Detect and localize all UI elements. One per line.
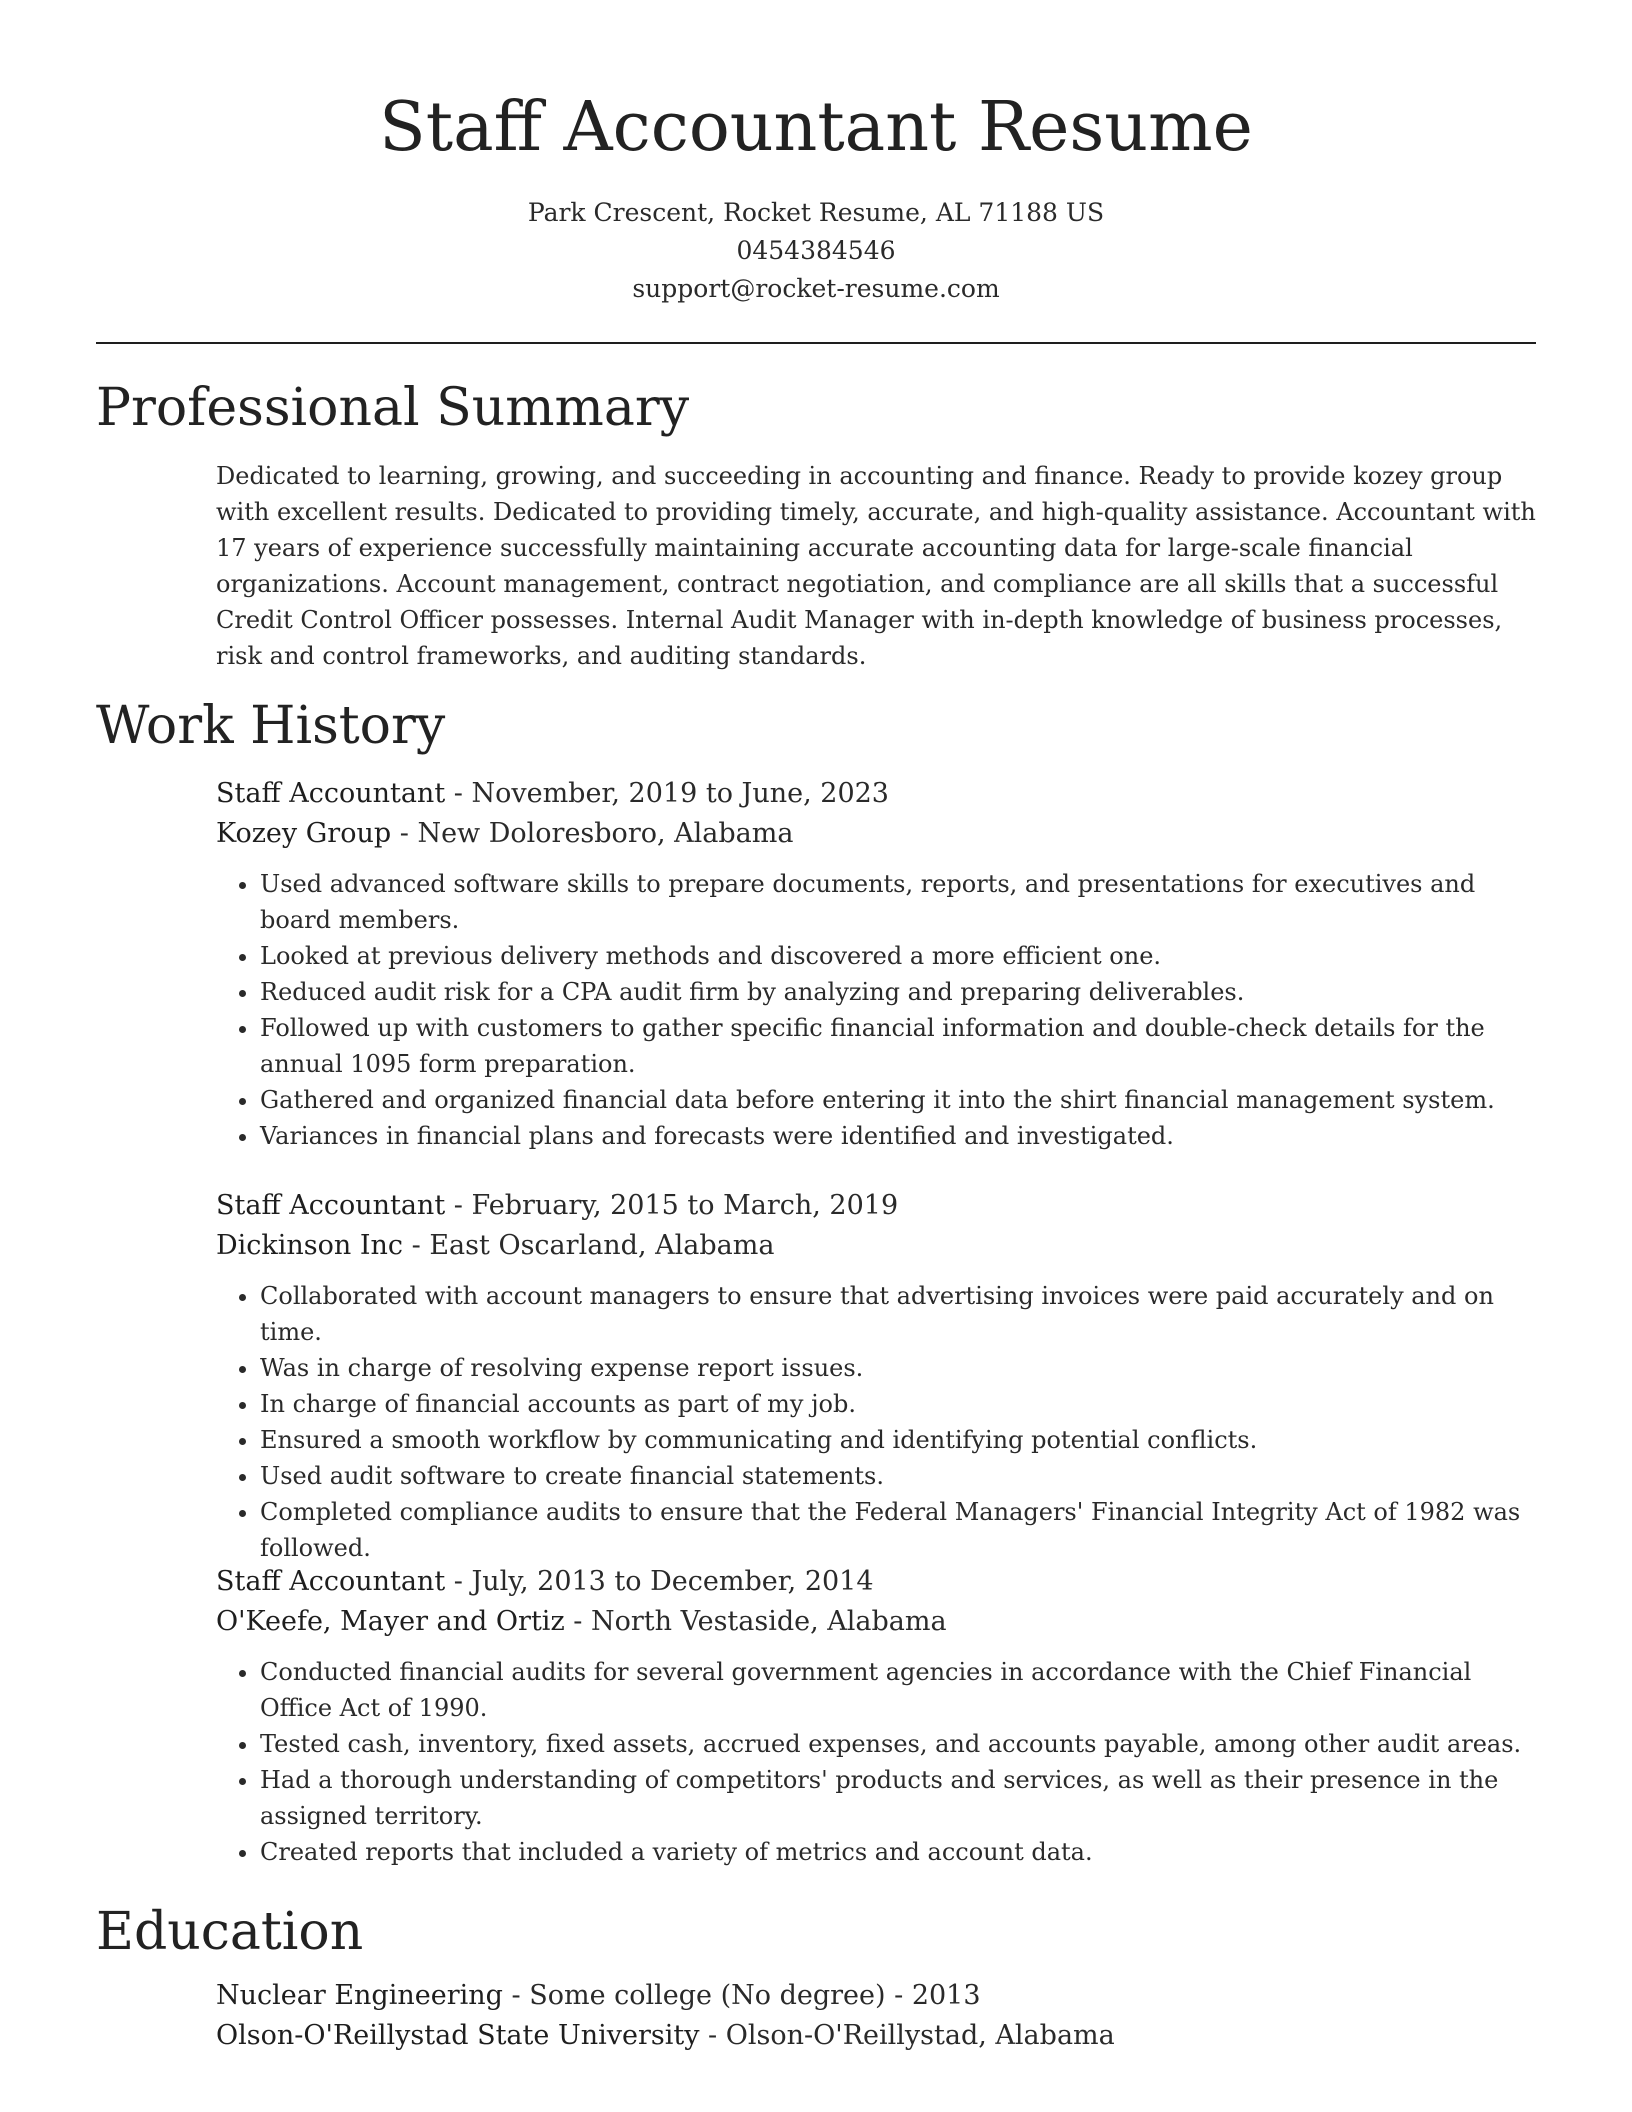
education-degree-year: - Some college (No degree) - 2013: [502, 1980, 981, 2011]
list-item: • Looked at previous delivery methods and discovered a more efficient one.: [260, 938, 1536, 974]
list-item: • Ensured a smooth workflow by communicating and identifying potential conflicts.: [260, 1422, 1536, 1458]
resume-header: [96, 86, 1536, 308]
job-title: Staff Accountant: [216, 1566, 446, 1597]
job-company-line: [216, 1226, 1536, 1266]
job-title-line: [216, 774, 1536, 814]
list-item: • Completed compliance audits to ensure that the Federal Managers' Financial Integrity Act of 1982 was followed.: [260, 1494, 1536, 1566]
job-bullets: [216, 866, 1536, 1154]
job-bullets: [216, 1654, 1536, 1870]
job-title: Staff Accountant: [216, 778, 446, 809]
header-divider: [96, 342, 1536, 344]
job-title-line: [216, 1562, 1536, 1602]
list-item: • Collaborated with account managers to ensure that advertising invoices were paid accurately and on time.: [260, 1278, 1536, 1350]
job-title: Staff Accountant: [216, 1190, 446, 1221]
job-dates: - November, 2019 to June, 2023: [445, 778, 889, 809]
education-field: Nuclear Engineering: [216, 1980, 503, 2011]
list-item: • Variances in financial plans and forecasts were identified and investigated.: [260, 1118, 1536, 1154]
job-bullets: [216, 1278, 1536, 1566]
list-item: • Used advanced software skills to prepare documents, reports, and presentations for executives and board members.: [260, 866, 1536, 938]
phone: 0454384546: [736, 236, 896, 265]
education-school: Olson-O'Reillystad State University: [216, 2020, 700, 2051]
list-item: • Conducted financial audits for several government agencies in accordance with the Chief Financial Office Act of 1990.: [260, 1654, 1536, 1726]
list-item: • Used audit software to create financial statements.: [260, 1458, 1536, 1494]
job-company-line: [216, 1602, 1536, 1642]
contact-block: [96, 194, 1536, 308]
address: Park Crescent, Rocket Resume, AL 71188 US: [527, 198, 1105, 227]
list-item: • Reduced audit risk for a CPA audit firm by analyzing and preparing deliverables.: [260, 974, 1536, 1010]
education-entry: [216, 1976, 1536, 2056]
job-dates: - February, 2015 to March, 2019: [445, 1190, 899, 1221]
page-title: Staff Accountant Resume: [379, 88, 1253, 167]
job-location: - North Vestaside, Alabama: [564, 1606, 947, 1637]
list-item: • Gathered and organized financial data before entering it into the shirt financial management system.: [260, 1082, 1536, 1118]
job-entry: [216, 1562, 1536, 1870]
job-company: Kozey Group: [216, 818, 392, 849]
job-dates: - July, 2013 to December, 2014: [445, 1566, 874, 1597]
education-school-line: [216, 2016, 1536, 2056]
summary-block: [216, 458, 1536, 674]
list-item: • Had a thorough understanding of competitors' products and services, as well as their presence in the assigned territory.: [260, 1762, 1536, 1834]
job-location: - New Doloresboro, Alabama: [391, 818, 794, 849]
job-title-line: [216, 1186, 1536, 1226]
education-degree-line: [216, 1976, 1536, 2016]
list-item: • In charge of financial accounts as part of my job.: [260, 1386, 1536, 1422]
education-heading: Education: [96, 1902, 364, 1962]
job-company: O'Keefe, Mayer and Ortiz: [216, 1606, 565, 1637]
list-item: • Followed up with customers to gather specific financial information and double-check details for the annual 1095 form preparation.: [260, 1010, 1536, 1082]
email: support@rocket-resume.com: [632, 274, 1000, 303]
job-company: Dickinson Inc: [216, 1230, 404, 1261]
job-entry: [216, 1186, 1536, 1566]
job-location: - East Oscarland, Alabama: [403, 1230, 775, 1261]
job-entry: [216, 774, 1536, 1154]
list-item: • Was in charge of resolving expense report issues.: [260, 1350, 1536, 1386]
summary-text: Dedicated to learning, growing, and succeeding in accounting and finance. Ready to provide kozey group with excellent results. Dedicated to providing timely, accurate, and high-quality assistance. Accountant with 17 years of experience successfully maintaining accurate accounting data for large-scale financial organizations. Account management, contract negotiation, and compliance are all skills that a successful Credit Control Officer possesses. Internal Audit Manager with in-depth knowledge of business processes, risk and control frameworks, and auditing standards.: [216, 462, 1536, 670]
job-company-line: [216, 814, 1536, 854]
list-item: • Tested cash, inventory, fixed assets, accrued expenses, and accounts payable, among other audit areas.: [260, 1726, 1536, 1762]
summary-heading: Professional Summary: [96, 378, 690, 438]
work-history-heading: Work History: [96, 696, 446, 756]
education-location: - Olson-O'Reillystad, Alabama: [699, 2020, 1115, 2051]
list-item: • Created reports that included a variety of metrics and account data.: [260, 1834, 1536, 1870]
